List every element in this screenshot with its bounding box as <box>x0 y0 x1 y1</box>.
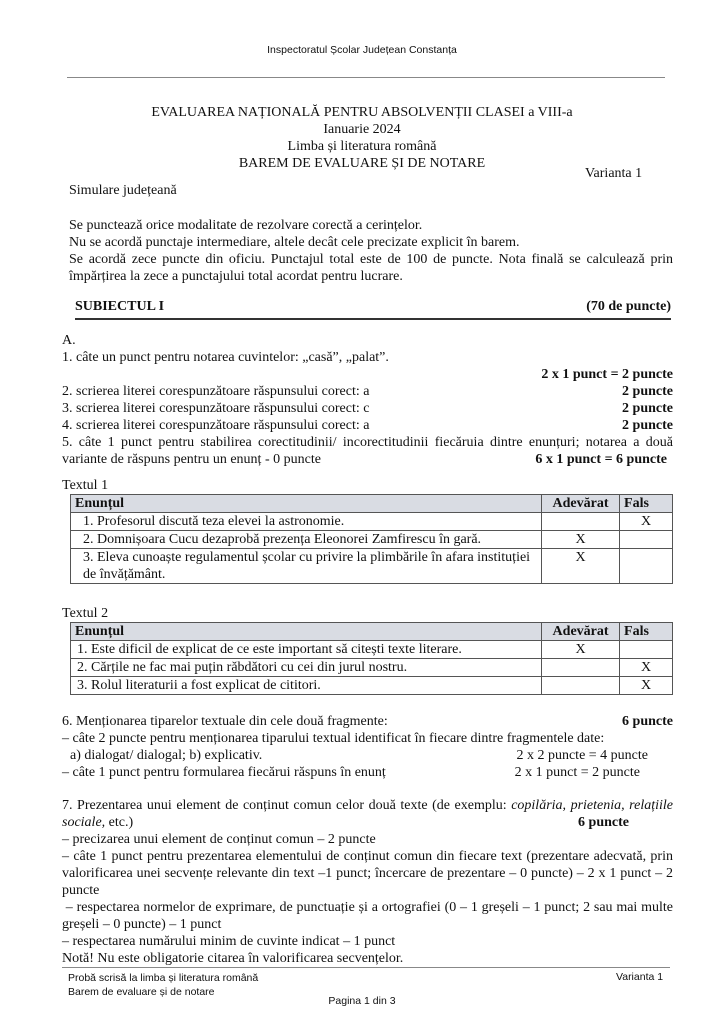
item-text: 6. Menționarea tiparelor textuale din cele două fragmente: <box>62 714 388 729</box>
item-intro: 7. Prezentarea unui element de conținut comun celor două texte (de exemplu: <box>62 798 512 813</box>
true-mark-cell: X <box>542 549 620 584</box>
subject-heading <box>75 299 671 315</box>
column-header-statement: Enunțul <box>71 495 542 513</box>
statement-cell: 1. Este dificil de explicat de ce este important să citești texte literare. <box>71 641 542 659</box>
table-textul-2-block <box>62 606 673 695</box>
item-score: 2 puncte <box>622 384 673 399</box>
intro-line: Se punctează orice modalitate de rezolvare corectă a cerințelor. <box>69 218 423 233</box>
true-false-table <box>70 622 673 695</box>
item-criterion: – câte 1 punct pentru formularea fiecărui răspuns în enunț <box>62 765 386 780</box>
item-text <box>62 797 673 831</box>
footer-variant: Varianta 1 <box>616 971 664 983</box>
item-text: 4. scrierea literei corespunzătoare răspunsului corect: a <box>62 418 370 433</box>
table-header-row <box>71 495 673 513</box>
false-mark-cell: X <box>620 677 673 695</box>
true-mark-cell <box>542 677 620 695</box>
statement-cell: 2. Cărțile ne fac mai puțin răbdători cu cei din jurul nostru. <box>71 659 542 677</box>
table-row <box>71 513 673 531</box>
footer-exam-name: Probă scrisă la limba și literatura română <box>68 972 259 984</box>
title-line-exam: EVALUAREA NAȚIONALĂ PENTRU ABSOLVENȚII CLASEI a VIII-a <box>151 105 573 120</box>
item-7 <box>62 797 677 967</box>
item-5 <box>62 434 673 468</box>
footer-divider <box>62 967 670 968</box>
item-score: 6 puncte <box>578 815 629 830</box>
section-a <box>62 332 673 468</box>
item-note: Notă! Nu este obligatorie citarea în valorificarea secvențelor. <box>62 951 404 966</box>
item-subscore: 2 x 1 punct = 2 puncte <box>514 765 640 780</box>
statement-cell: 2. Domnișoara Cucu dezaprobă prezența Eleonorei Zamfirescu în gară. <box>71 531 542 549</box>
item-score: 6 x 1 punct = 6 puncte <box>535 452 667 467</box>
page-number: Pagina 1 din 3 <box>328 995 396 1007</box>
item-1 <box>62 349 673 383</box>
column-header-true: Adevărat <box>542 495 620 513</box>
item-4 <box>62 417 673 434</box>
column-header-true: Adevărat <box>542 623 620 641</box>
item-text: variante de răspuns pentru un enunț - 0 puncte <box>62 452 321 467</box>
true-mark-cell <box>542 659 620 677</box>
item-criterion: – câte 1 punct pentru prezentarea elementului de conținut comun din fiecare text (prezentare adecvată, prin valorificarea unei secvențe relevante din text –1 punct; încercare de prezentare – 0 puncte) – 2 x 1 punct – 2 puncte <box>62 849 673 898</box>
item-criterion: – câte 2 puncte pentru menționarea tiparului textual identificat în fiecare dintre fragmentele date: <box>62 731 605 746</box>
table-header-row <box>71 623 673 641</box>
item-criterion: – respectarea normelor de exprimare, de punctuație și a ortografiei (0 – 1 greșeli – 1 punct; 2 sau mai multe greșeli – 0 puncte) – 1 punct <box>62 900 677 932</box>
item-text: 5. câte 1 punct pentru stabilirea corectitudinii/ incorectitudinii fiecăruia dintre enunțuri; notarea a două <box>62 435 673 450</box>
true-mark-cell <box>542 513 620 531</box>
false-mark-cell: X <box>620 513 673 531</box>
simulation-label: Simulare județeană <box>69 183 177 198</box>
item-score: 2 x 1 punct = 2 puncte <box>541 367 673 382</box>
item-score: 2 puncte <box>622 401 673 416</box>
subject-divider <box>75 318 671 320</box>
variant-label: Varianta 1 <box>585 166 643 181</box>
false-mark-cell <box>620 531 673 549</box>
item-examples: copilăria, prietenia, relațiile sociale, <box>62 798 673 830</box>
page-header: Inspectoratul Școlar Județean Constanța <box>267 44 457 56</box>
column-header-false: Fals <box>620 495 673 513</box>
item-2 <box>62 383 673 400</box>
intro-line: Se acordă zece puncte din oficiu. Punctajul total este de 100 de puncte. Nota finală se calculează prin împărțirea la zece a punctajului total acordat pentru lucrare. <box>69 252 673 284</box>
table-row <box>71 531 673 549</box>
item-criterion: – precizarea unui element de conținut comun – 2 puncte <box>62 832 376 847</box>
title-line-date: Ianuarie 2024 <box>323 122 401 137</box>
intro-line: Nu se acordă punctaje intermediare, altele decât cele precizate explicit în barem. <box>69 235 520 250</box>
statement-cell: 1. Profesorul discută teza elevei la astronomie. <box>71 513 542 531</box>
false-mark-cell <box>620 641 673 659</box>
document-title <box>0 104 724 172</box>
item-criterion: – respectarea numărului minim de cuvinte indicat – 1 punct <box>62 934 396 949</box>
subject-title: SUBIECTUL I <box>75 299 165 314</box>
table-row <box>71 659 673 677</box>
true-mark-cell: X <box>542 531 620 549</box>
header-divider <box>67 77 665 78</box>
item-answer: a) dialogat/ dialogal; b) explicativ. <box>70 748 263 763</box>
true-false-table <box>70 494 673 584</box>
intro-instructions <box>69 217 673 285</box>
statement-cell: 3. Rolul literaturii a fost explicat de cititori. <box>71 677 542 695</box>
item-6 <box>62 713 673 781</box>
table-label: Textul 1 <box>62 478 109 493</box>
subject-points: (70 de puncte) <box>586 299 671 314</box>
item-text: 2. scrierea literei corespunzătoare răspunsului corect: a <box>62 384 370 399</box>
item-score: 2 puncte <box>622 418 673 433</box>
title-line-barem: BAREM DE EVALUARE ȘI DE NOTARE <box>238 156 486 171</box>
section-a-label: A. <box>62 333 76 348</box>
table-row <box>71 549 673 584</box>
false-mark-cell: X <box>620 659 673 677</box>
table-textul-1-block <box>62 478 673 584</box>
statement-cell: 3. Eleva cunoaște regulamentul școlar cu privire la plimbările în afara instituției de învățământ. <box>71 549 542 584</box>
item-text: 1. câte un punct pentru notarea cuvintelor: „casă”, „palat”. <box>62 350 389 365</box>
true-mark-cell: X <box>542 641 620 659</box>
table-row <box>71 641 673 659</box>
item-subscore: 2 x 2 puncte = 4 puncte <box>516 748 648 763</box>
false-mark-cell <box>620 549 673 584</box>
column-header-false: Fals <box>620 623 673 641</box>
table-label: Textul 2 <box>62 606 109 621</box>
table-row <box>71 677 673 695</box>
item-intro-end: etc.) <box>105 815 134 830</box>
footer-doc-type: Barem de evaluare și de notare <box>68 986 215 998</box>
title-line-subject: Limba și literatura română <box>287 139 437 154</box>
item-score: 6 puncte <box>622 714 673 729</box>
column-header-statement: Enunțul <box>71 623 542 641</box>
item-3 <box>62 400 673 417</box>
item-text: 3. scrierea literei corespunzătoare răspunsului corect: c <box>62 401 370 416</box>
